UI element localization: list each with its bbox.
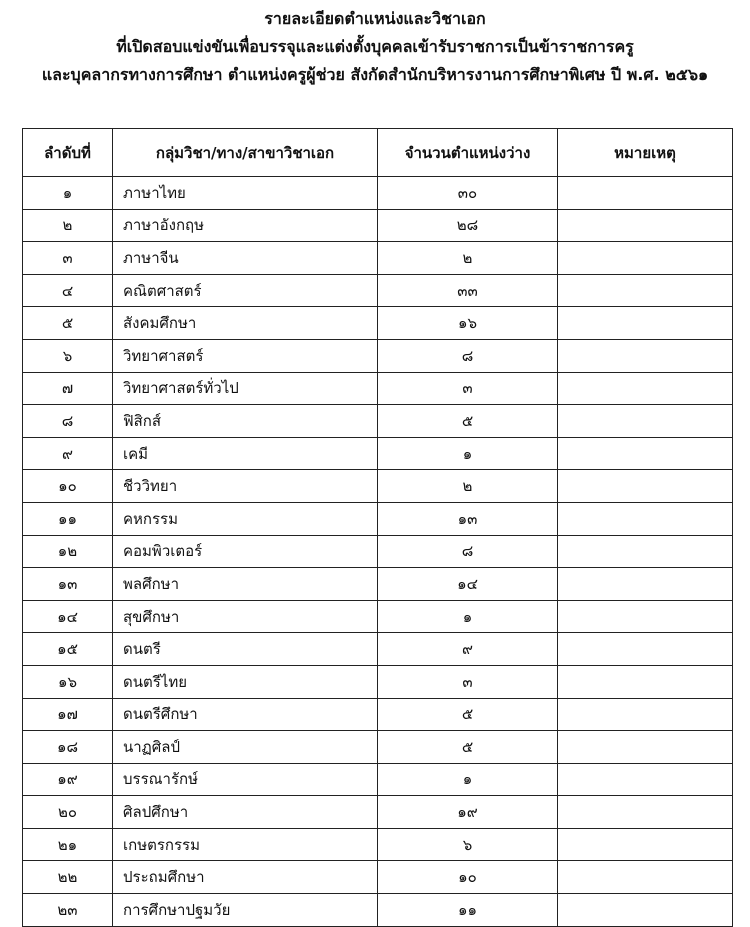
table-row <box>23 242 733 275</box>
table-row <box>23 568 733 601</box>
row-subject: ภาษาอังกฤษ <box>113 209 378 242</box>
row-subject: วิทยาศาสตร์ <box>113 339 378 372</box>
row-subject: คอมพิวเตอร์ <box>113 535 378 568</box>
row-subject: บรรณารักษ์ <box>113 763 378 796</box>
row-remarks <box>558 894 733 927</box>
row-remarks <box>558 307 733 340</box>
row-remarks <box>558 177 733 210</box>
row-subject: พลศึกษา <box>113 568 378 601</box>
row-vacancies: ๕ <box>378 698 558 731</box>
row-sequence: ๑๐ <box>23 470 113 503</box>
row-vacancies: ๕ <box>378 405 558 438</box>
header-remarks: หมายเหตุ <box>558 129 733 177</box>
row-remarks <box>558 763 733 796</box>
row-subject: ภาษาไทย <box>113 177 378 210</box>
row-remarks <box>558 437 733 470</box>
row-remarks <box>558 535 733 568</box>
row-vacancies: ๑๔ <box>378 568 558 601</box>
row-sequence: ๒๒ <box>23 861 113 894</box>
row-sequence: ๑๒ <box>23 535 113 568</box>
row-remarks <box>558 209 733 242</box>
row-subject: การศึกษาปฐมวัย <box>113 894 378 927</box>
table-header-row <box>23 129 733 177</box>
row-remarks <box>558 861 733 894</box>
row-sequence: ๒ <box>23 209 113 242</box>
row-sequence: ๑๖ <box>23 665 113 698</box>
row-subject: ดนตรีศึกษา <box>113 698 378 731</box>
row-remarks <box>558 405 733 438</box>
table-row <box>23 177 733 210</box>
table-row <box>23 502 733 535</box>
row-subject: สังคมศึกษา <box>113 307 378 340</box>
row-subject: คหกรรม <box>113 502 378 535</box>
row-remarks <box>558 796 733 829</box>
row-vacancies: ๒ <box>378 470 558 503</box>
row-vacancies: ๑๑ <box>378 894 558 927</box>
row-subject: สุขศึกษา <box>113 600 378 633</box>
row-remarks <box>558 600 733 633</box>
row-sequence: ๒๑ <box>23 828 113 861</box>
row-subject: คณิตศาสตร์ <box>113 274 378 307</box>
row-vacancies: ๙ <box>378 633 558 666</box>
row-remarks <box>558 274 733 307</box>
row-vacancies: ๓๓ <box>378 274 558 307</box>
table-row <box>23 600 733 633</box>
row-vacancies: ๕ <box>378 731 558 764</box>
table-row <box>23 372 733 405</box>
row-remarks <box>558 339 733 372</box>
row-sequence: ๖ <box>23 339 113 372</box>
row-remarks <box>558 698 733 731</box>
row-subject: ดนตรี <box>113 633 378 666</box>
row-subject: ภาษาจีน <box>113 242 378 275</box>
row-remarks <box>558 731 733 764</box>
row-vacancies: ๓ <box>378 372 558 405</box>
row-vacancies: ๑๙ <box>378 796 558 829</box>
table-row <box>23 861 733 894</box>
row-vacancies: ๘ <box>378 339 558 372</box>
row-remarks <box>558 568 733 601</box>
row-subject: ประถมศึกษา <box>113 861 378 894</box>
document-title-line-2: ที่เปิดสอบแข่งขันเพื่อบรรจุและแต่งตั้งบุคคลเข้ารับราชการเป็นข้าราชการครู <box>116 37 634 56</box>
row-vacancies: ๑ <box>378 600 558 633</box>
row-sequence: ๒๐ <box>23 796 113 829</box>
row-subject: ชีววิทยา <box>113 470 378 503</box>
row-vacancies: ๑๐ <box>378 861 558 894</box>
table-row <box>23 274 733 307</box>
row-subject: เคมี <box>113 437 378 470</box>
table-row <box>23 763 733 796</box>
row-sequence: ๑ <box>23 177 113 210</box>
row-vacancies: ๑๖ <box>378 307 558 340</box>
document-title-line-3: และบุคลากรทางการศึกษา ตำแหน่งครูผู้ช่วย สังกัดสำนักบริหารงานการศึกษาพิเศษ ปี พ.ศ. ๒๕๖๑ <box>41 65 709 84</box>
row-vacancies: ๒ <box>378 242 558 275</box>
row-remarks <box>558 828 733 861</box>
row-remarks <box>558 470 733 503</box>
table-row <box>23 796 733 829</box>
row-vacancies: ๑๓ <box>378 502 558 535</box>
row-remarks <box>558 502 733 535</box>
table-row <box>23 828 733 861</box>
table-row <box>23 405 733 438</box>
row-vacancies: ๒๘ <box>378 209 558 242</box>
header-subject: กลุ่มวิชา/ทาง/สาขาวิชาเอก <box>113 129 378 177</box>
row-sequence: ๔ <box>23 274 113 307</box>
row-remarks <box>558 633 733 666</box>
table-row <box>23 633 733 666</box>
row-sequence: ๒๓ <box>23 894 113 927</box>
row-remarks <box>558 372 733 405</box>
row-remarks <box>558 242 733 275</box>
row-remarks <box>558 665 733 698</box>
row-vacancies: ๘ <box>378 535 558 568</box>
row-sequence: ๕ <box>23 307 113 340</box>
row-sequence: ๑๓ <box>23 568 113 601</box>
positions-table <box>22 128 733 927</box>
table-row <box>23 698 733 731</box>
row-sequence: ๑๕ <box>23 633 113 666</box>
row-subject: วิทยาศาสตร์ทั่วไป <box>113 372 378 405</box>
row-sequence: ๓ <box>23 242 113 275</box>
row-sequence: ๗ <box>23 372 113 405</box>
row-vacancies: ๑ <box>378 763 558 796</box>
table-row <box>23 665 733 698</box>
row-vacancies: ๓๐ <box>378 177 558 210</box>
row-vacancies: ๑ <box>378 437 558 470</box>
table-row <box>23 339 733 372</box>
row-sequence: ๙ <box>23 437 113 470</box>
row-sequence: ๘ <box>23 405 113 438</box>
table-row <box>23 307 733 340</box>
row-sequence: ๑๗ <box>23 698 113 731</box>
row-subject: ดนตรีไทย <box>113 665 378 698</box>
table-row <box>23 470 733 503</box>
row-sequence: ๑๙ <box>23 763 113 796</box>
row-vacancies: ๖ <box>378 828 558 861</box>
table-row <box>23 731 733 764</box>
row-vacancies: ๓ <box>378 665 558 698</box>
document-title-line-1: รายละเอียดตำแหน่งและวิชาเอก <box>264 9 486 28</box>
row-subject: ฟิสิกส์ <box>113 405 378 438</box>
row-sequence: ๑๘ <box>23 731 113 764</box>
table-row <box>23 535 733 568</box>
row-sequence: ๑๔ <box>23 600 113 633</box>
header-vacancies: จำนวนตำแหน่งว่าง <box>378 129 558 177</box>
table-row <box>23 209 733 242</box>
table-row <box>23 894 733 927</box>
row-subject: นาฏศิลป์ <box>113 731 378 764</box>
row-subject: ศิลปศึกษา <box>113 796 378 829</box>
row-sequence: ๑๑ <box>23 502 113 535</box>
row-subject: เกษตรกรรม <box>113 828 378 861</box>
header-sequence: ลำดับที่ <box>23 129 113 177</box>
table-row <box>23 437 733 470</box>
